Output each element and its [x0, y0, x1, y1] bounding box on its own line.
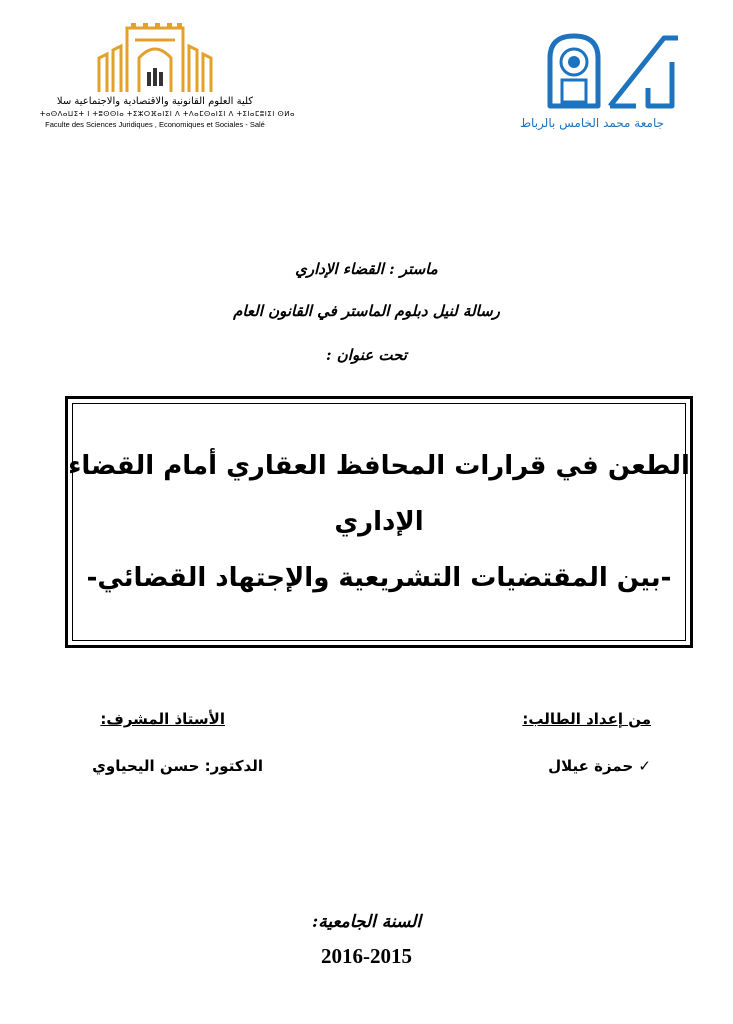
university-arch-logo-icon: [544, 28, 684, 110]
student-name: حمزة عيلال: [548, 757, 634, 775]
supervisor-name: الدكتور: حسن اليحياوي: [92, 757, 263, 775]
thesis-title-line-2: الإداري: [334, 507, 424, 537]
academic-year-value: 2016-2015: [321, 944, 412, 968]
faculty-name-tifinagh: ⵜⴰⵙⴷⴰⵡⵉⵜ ⵏ ⵜⵓⵙⵙⵏⴰ ⵜⵉⵣⵔⴼⴰⵏⵉⵏ ⴷ ⵜⴷⴰⵎⵙⴰⵏⵉⵏ ⴷ ⵜⵉⵏⴰⵎⵓⵏⵉⵏ ⵙⵍⴰ: [40, 110, 295, 118]
thesis-title-box: [65, 396, 693, 648]
check-icon: ✓: [638, 757, 651, 775]
faculty-name-arabic: كلية العلوم القانونية والاقتصادية والاجتماعية سلا: [56, 96, 254, 107]
thesis-title-line-1: الطعن في قرارات المحافظ العقاري أمام القضاء: [68, 451, 690, 481]
thesis-title-inner-frame: [68, 403, 690, 641]
thesis-purpose-line: رسالة لنيل دبلوم الماستر في القانون العام: [233, 302, 500, 320]
supervisor-label: الأستاذ المشرف:: [100, 710, 225, 728]
student-name-row: [548, 757, 651, 775]
master-program-line: ماستر : القضاء الإداري: [295, 260, 438, 278]
student-label: من إعداد الطالب:: [522, 710, 651, 728]
faculty-name-french: Faculte des Sciences Juridiques , Economiques et Sociales - Salé: [45, 120, 265, 129]
university-name: جامعة محمد الخامس بالرباط: [519, 116, 665, 130]
faculty-gate-logo-icon: [95, 20, 215, 94]
faculty-logo-block: [40, 20, 295, 135]
under-title-line: تحت عنوان :: [326, 346, 407, 364]
thesis-subtitle-line: -بين المقتضيات التشريعية والإجتهاد القضائي-: [86, 563, 672, 593]
academic-year-label: السنة الجامعية:: [311, 912, 422, 932]
university-logo-block: [492, 28, 692, 138]
